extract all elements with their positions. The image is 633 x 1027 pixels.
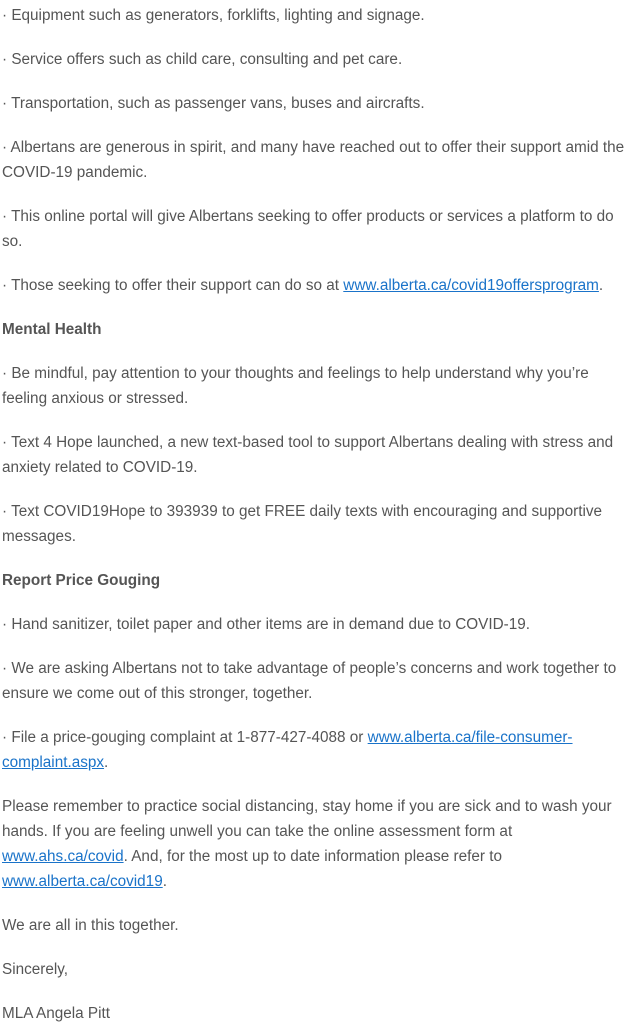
bullet-online-portal: · This online portal will give Albertans seeking to offer products or services a platform to do so. bbox=[2, 208, 614, 250]
ahs-covid-link[interactable]: www.ahs.ca/covid bbox=[2, 848, 124, 865]
letter-body bbox=[0, 3, 633, 1027]
bullet-equipment: · Equipment such as generators, forklifts, lighting and signage. bbox=[2, 7, 425, 24]
price-gouging-heading: Report Price Gouging bbox=[2, 572, 161, 589]
bullet-offer-support bbox=[2, 273, 627, 298]
closing-text-3: . bbox=[162, 873, 167, 890]
bullet-no-advantage: · We are asking Albertans not to take advantage of people’s concerns and work together to ensure we come out of this stronger, together. bbox=[2, 660, 617, 702]
mental-health-heading: Mental Health bbox=[2, 321, 102, 338]
closing-paragraph bbox=[2, 794, 627, 894]
together-line: We are all in this together. bbox=[2, 917, 179, 934]
bullet-hand-sanitizer: · Hand sanitizer, toilet paper and other items are in demand due to COVID-19. bbox=[2, 616, 531, 633]
offer-support-text: · Those seeking to offer their support can do so at bbox=[2, 277, 344, 294]
bullet-file-complaint bbox=[2, 725, 627, 775]
covid19-offers-program-link[interactable]: www.alberta.ca/covid19offersprogram bbox=[343, 277, 599, 294]
bullet-transportation: · Transportation, such as passenger vans, buses and aircrafts. bbox=[2, 95, 425, 112]
bullet-text-4-hope: · Text 4 Hope launched, a new text-based tool to support Albertans dealing with stress and anxiety related to COVID-19. bbox=[2, 434, 614, 476]
signature: MLA Angela Pitt bbox=[2, 1005, 110, 1022]
alberta-covid19-link[interactable]: www.alberta.ca/covid19 bbox=[2, 873, 163, 890]
bullet-albertans-generous: · Albertans are generous in spirit, and many have reached out to offer their support amid the COVID-19 pandemic. bbox=[2, 139, 625, 181]
bullet-service-offers: · Service offers such as child care, consulting and pet care. bbox=[2, 51, 403, 68]
bullet-be-mindful: · Be mindful, pay attention to your thoughts and feelings to help understand why you’re feeling anxious or stressed. bbox=[2, 365, 589, 407]
file-complaint-text: · File a price-gouging complaint at 1-877-427-4088 or bbox=[2, 729, 368, 746]
file-consumer-complaint-link[interactable]: www.alberta.ca/file-consumer-complaint.aspx bbox=[2, 729, 573, 771]
file-complaint-period: . bbox=[104, 754, 109, 771]
closing-text-1: Please remember to practice social distancing, stay home if you are sick and to wash your hands. If you are feeling unwell you can take the online assessment form at bbox=[2, 798, 612, 840]
offer-support-period: . bbox=[598, 277, 604, 294]
signoff: Sincerely, bbox=[2, 961, 69, 978]
bullet-text-covid19hope: · Text COVID19Hope to 393939 to get FREE daily texts with encouraging and supportive messages. bbox=[2, 503, 603, 545]
closing-text-2: . And, for the most up to date information please refer to bbox=[123, 848, 502, 865]
